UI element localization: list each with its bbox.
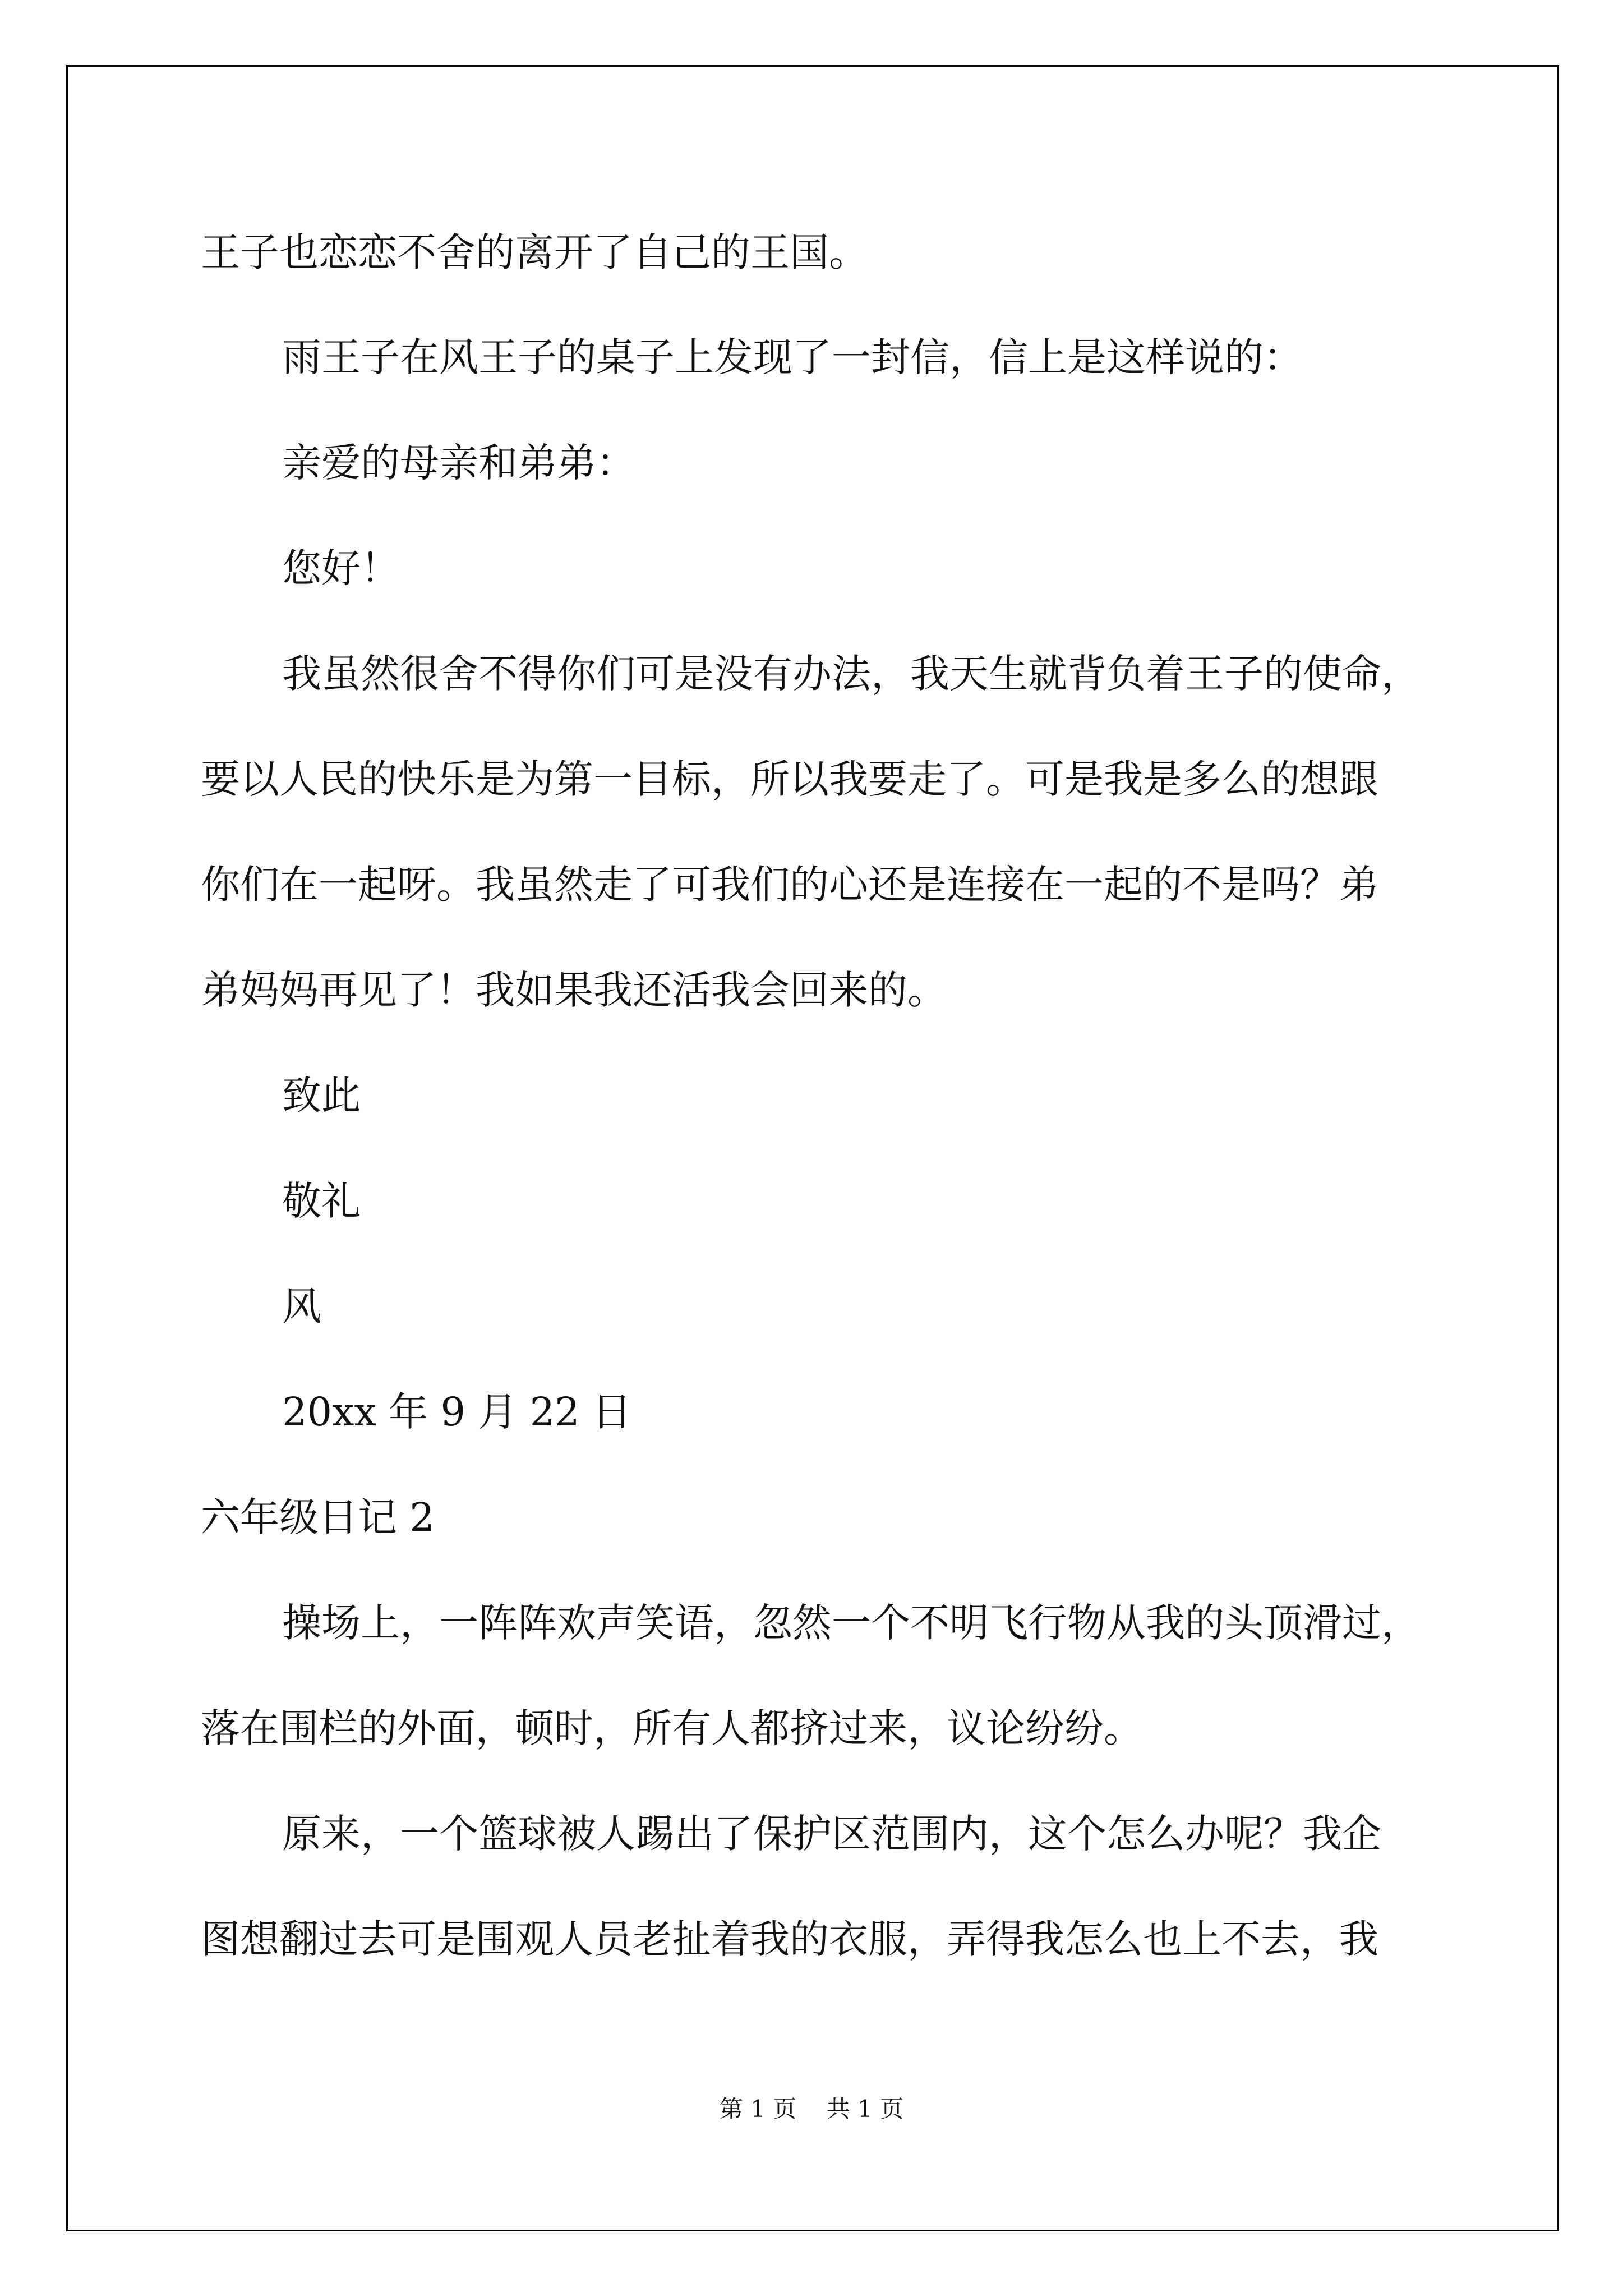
- text-line: 操场上，一阵阵欢声笑语，忽然一个不明飞行物从我的头顶滑过，: [282, 1600, 1421, 1646]
- page-border: [66, 65, 1559, 2231]
- text-line: 我虽然很舍不得你们可是没有办法，我天生就背负着王子的使命，: [282, 651, 1421, 697]
- text-line: 落在围栏的外面，顿时，所有人都挤过来，议论纷纷。: [201, 1705, 1143, 1751]
- text-line: 原来，一个篮球被人踢出了保护区范围内，这个怎么办呢？我企: [282, 1811, 1381, 1857]
- text-line: 敬礼: [282, 1178, 361, 1224]
- text-line: 王子也恋恋不舍的离开了自己的王国。: [201, 229, 868, 275]
- text-line: 你们在一起呀。我虽然走了可我们的心还是连接在一起的不是吗？弟: [201, 862, 1378, 908]
- text-line: 您好！: [282, 545, 400, 591]
- text-line: 风: [282, 1283, 321, 1329]
- text-line: 弟妈妈再见了！我如果我还活我会回来的。: [201, 967, 947, 1013]
- text-line: 要以人民的快乐是为第一目标，所以我要走了。可是我是多么的想跟: [201, 756, 1378, 802]
- section-heading: 六年级日记 2: [201, 1494, 435, 1540]
- text-line: 图想翻过去可是围观人员老扯着我的衣服，弄得我怎么也上不去，我: [201, 1916, 1378, 1962]
- text-line: 20xx 年 9 月 22 日: [282, 1389, 631, 1435]
- page-number-footer: 第 1 页 共 1 页: [719, 2095, 904, 2123]
- text-line: 雨王子在风王子的桌子上发现了一封信，信上是这样说的：: [282, 334, 1303, 380]
- text-line: 致此: [282, 1073, 361, 1119]
- text-line: 亲爱的母亲和弟弟：: [282, 440, 635, 486]
